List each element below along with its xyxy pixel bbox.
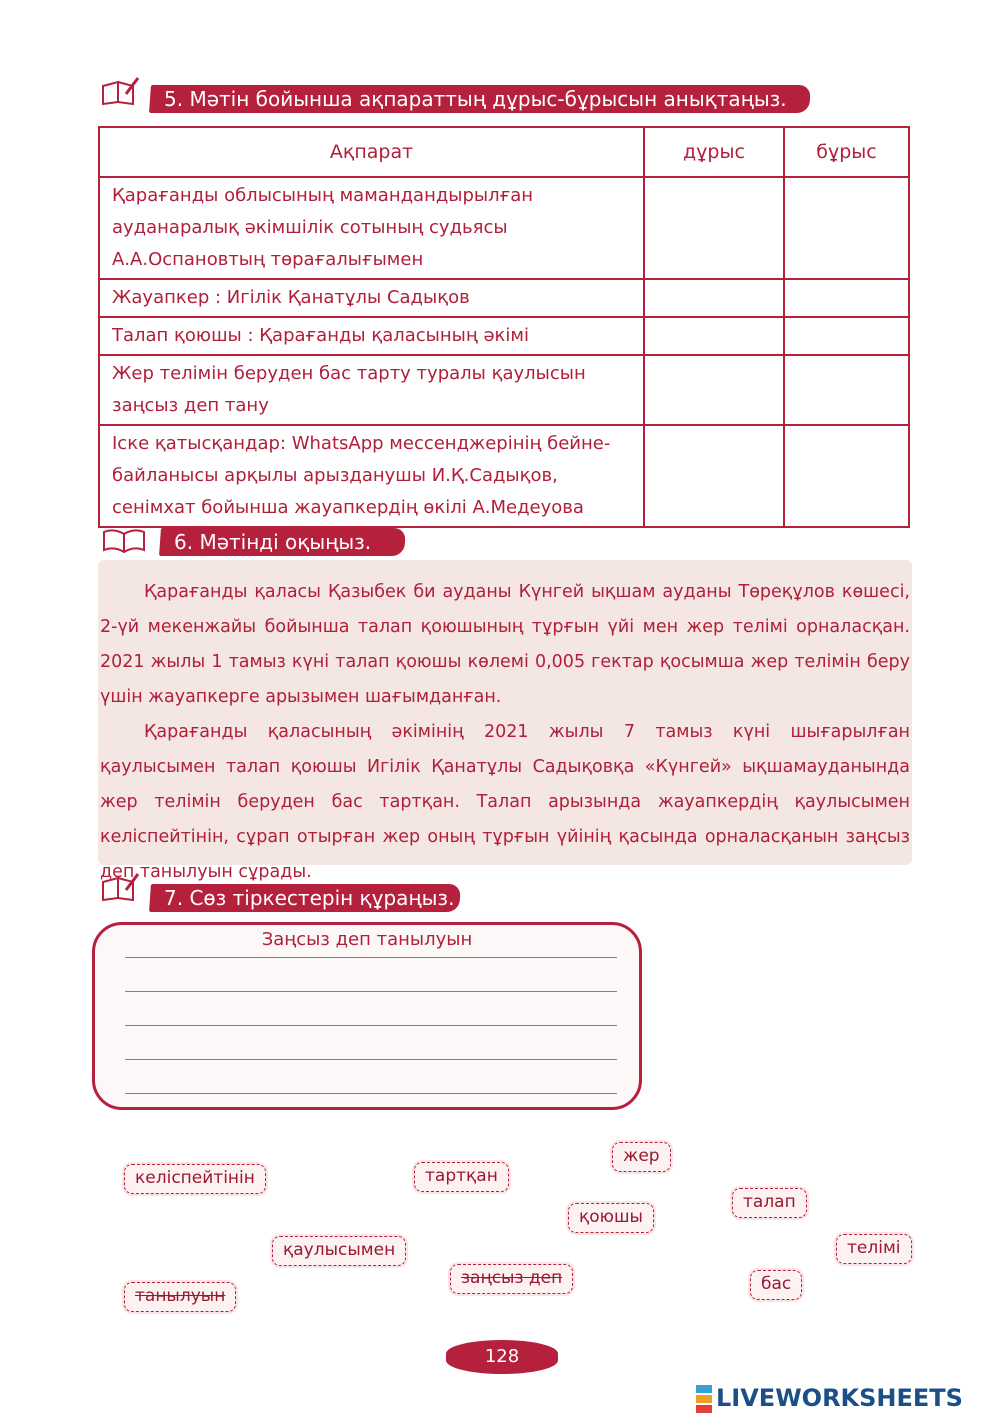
word-chip-kaulysymen[interactable]: қаулысымен xyxy=(272,1236,406,1266)
header-false: бұрыс xyxy=(784,127,909,177)
book-pencil-icon xyxy=(100,872,140,902)
word-chip-koyushy[interactable]: қоюшы xyxy=(568,1203,654,1233)
book-pencil-icon xyxy=(100,76,140,106)
word-chip-tartkan[interactable]: тартқан xyxy=(414,1162,509,1192)
word-chip-talap[interactable]: талап xyxy=(732,1188,807,1218)
true-cell[interactable] xyxy=(644,355,784,425)
paragraph-2: Қарағанды қаласының әкімінің 2021 жылы 7 тамыз күні шығарылған қаулысымен талап қоюшы Игілік Қанатұлы Садықовқа «Күнгей» ықшамауданында жер телімін беруден бас тартқан. Талап арызында жауапкердің қаулысымен келіспейтінін, сұрап отырған жер оның тұрғын үйінің қасында орналасқанын заңсыз деп танылуын сұрады. xyxy=(100,722,910,882)
header-true: дұрыс xyxy=(644,127,784,177)
word-chip-bas[interactable]: бас xyxy=(750,1270,802,1300)
table-row-text: Жауапкер : Игілік Қанатұлы Садықов xyxy=(99,279,644,317)
table-row-text: Іске қатысқандар: WhatsApp мессенджерінің бейне-байланысы арқылы арызданушы И.Қ.Садықов, сенімхат бойынша жауапкердің өкілі А.Медеуова xyxy=(99,425,644,527)
section5-title: 5. Мәтін бойынша ақпараттың дұрыс-бұрысын анықтаңыз. xyxy=(164,87,787,111)
answer-line xyxy=(125,1093,617,1094)
answer-line xyxy=(125,1025,617,1026)
table-row-text: Талап қоюшы : Қарағанды қаласының әкімі xyxy=(99,317,644,355)
brand-name: LIVEWORKSHEETS xyxy=(716,1384,963,1412)
word-chip-kelispeitinin[interactable]: келіспейтінін xyxy=(124,1164,266,1194)
paragraph-1: Қарағанды қаласы Қазыбек би ауданы Күнгей ықшам ауданы Төреқұлов көшесі, 2-үй мекенжайы бойынша талап қоюшының тұрғын үйі мен жер телімі орналасқан. 2021 жылы 1 тамыз күні талап қоюшы көлемі 0,005 гектар қосымша жер телімін беру үшін жауапкерге арызымен шағымданған. xyxy=(100,582,910,707)
word-chip-zher[interactable]: жер xyxy=(612,1142,671,1172)
truth-table xyxy=(98,126,910,528)
page-number: 128 xyxy=(446,1340,558,1374)
word-chip-tanyluyn[interactable]: танылуын xyxy=(124,1282,236,1312)
open-book-icon xyxy=(100,524,148,554)
word-chip-zansyz[interactable]: заңсыз деп xyxy=(450,1264,573,1294)
false-cell[interactable] xyxy=(784,355,909,425)
section7-title: 7. Сөз тіркестерін құраңыз. xyxy=(164,886,455,910)
answer-card[interactable] xyxy=(92,922,642,1110)
false-cell[interactable] xyxy=(784,425,909,527)
false-cell[interactable] xyxy=(784,279,909,317)
table-row-text: Жер телімін беруден бас тарту туралы қаулысын заңсыз деп тану xyxy=(99,355,644,425)
section6-banner xyxy=(159,528,406,556)
answer-line xyxy=(125,957,617,958)
false-cell[interactable] xyxy=(784,317,909,355)
answer-line xyxy=(125,991,617,992)
false-cell[interactable] xyxy=(784,177,909,279)
true-cell[interactable] xyxy=(644,279,784,317)
answer-line xyxy=(125,1059,617,1060)
table-row-text: Қарағанды облысының мамандандырылған ауданаралық әкімшілік сотының судьясы А.А.Оспановтың төрағалығымен xyxy=(99,177,644,279)
word-chip-telimi[interactable]: телімі xyxy=(836,1234,912,1264)
section5-banner xyxy=(149,85,811,113)
true-cell[interactable] xyxy=(644,425,784,527)
section7-banner xyxy=(149,884,461,912)
section6-title: 6. Мәтінді оқыңыз. xyxy=(174,530,372,554)
card-title: Заңсыз деп танылуын xyxy=(261,929,473,950)
header-info: Ақпарат xyxy=(99,127,644,177)
liveworksheets-logo-icon xyxy=(696,1385,712,1413)
true-cell[interactable] xyxy=(644,177,784,279)
true-cell[interactable] xyxy=(644,317,784,355)
